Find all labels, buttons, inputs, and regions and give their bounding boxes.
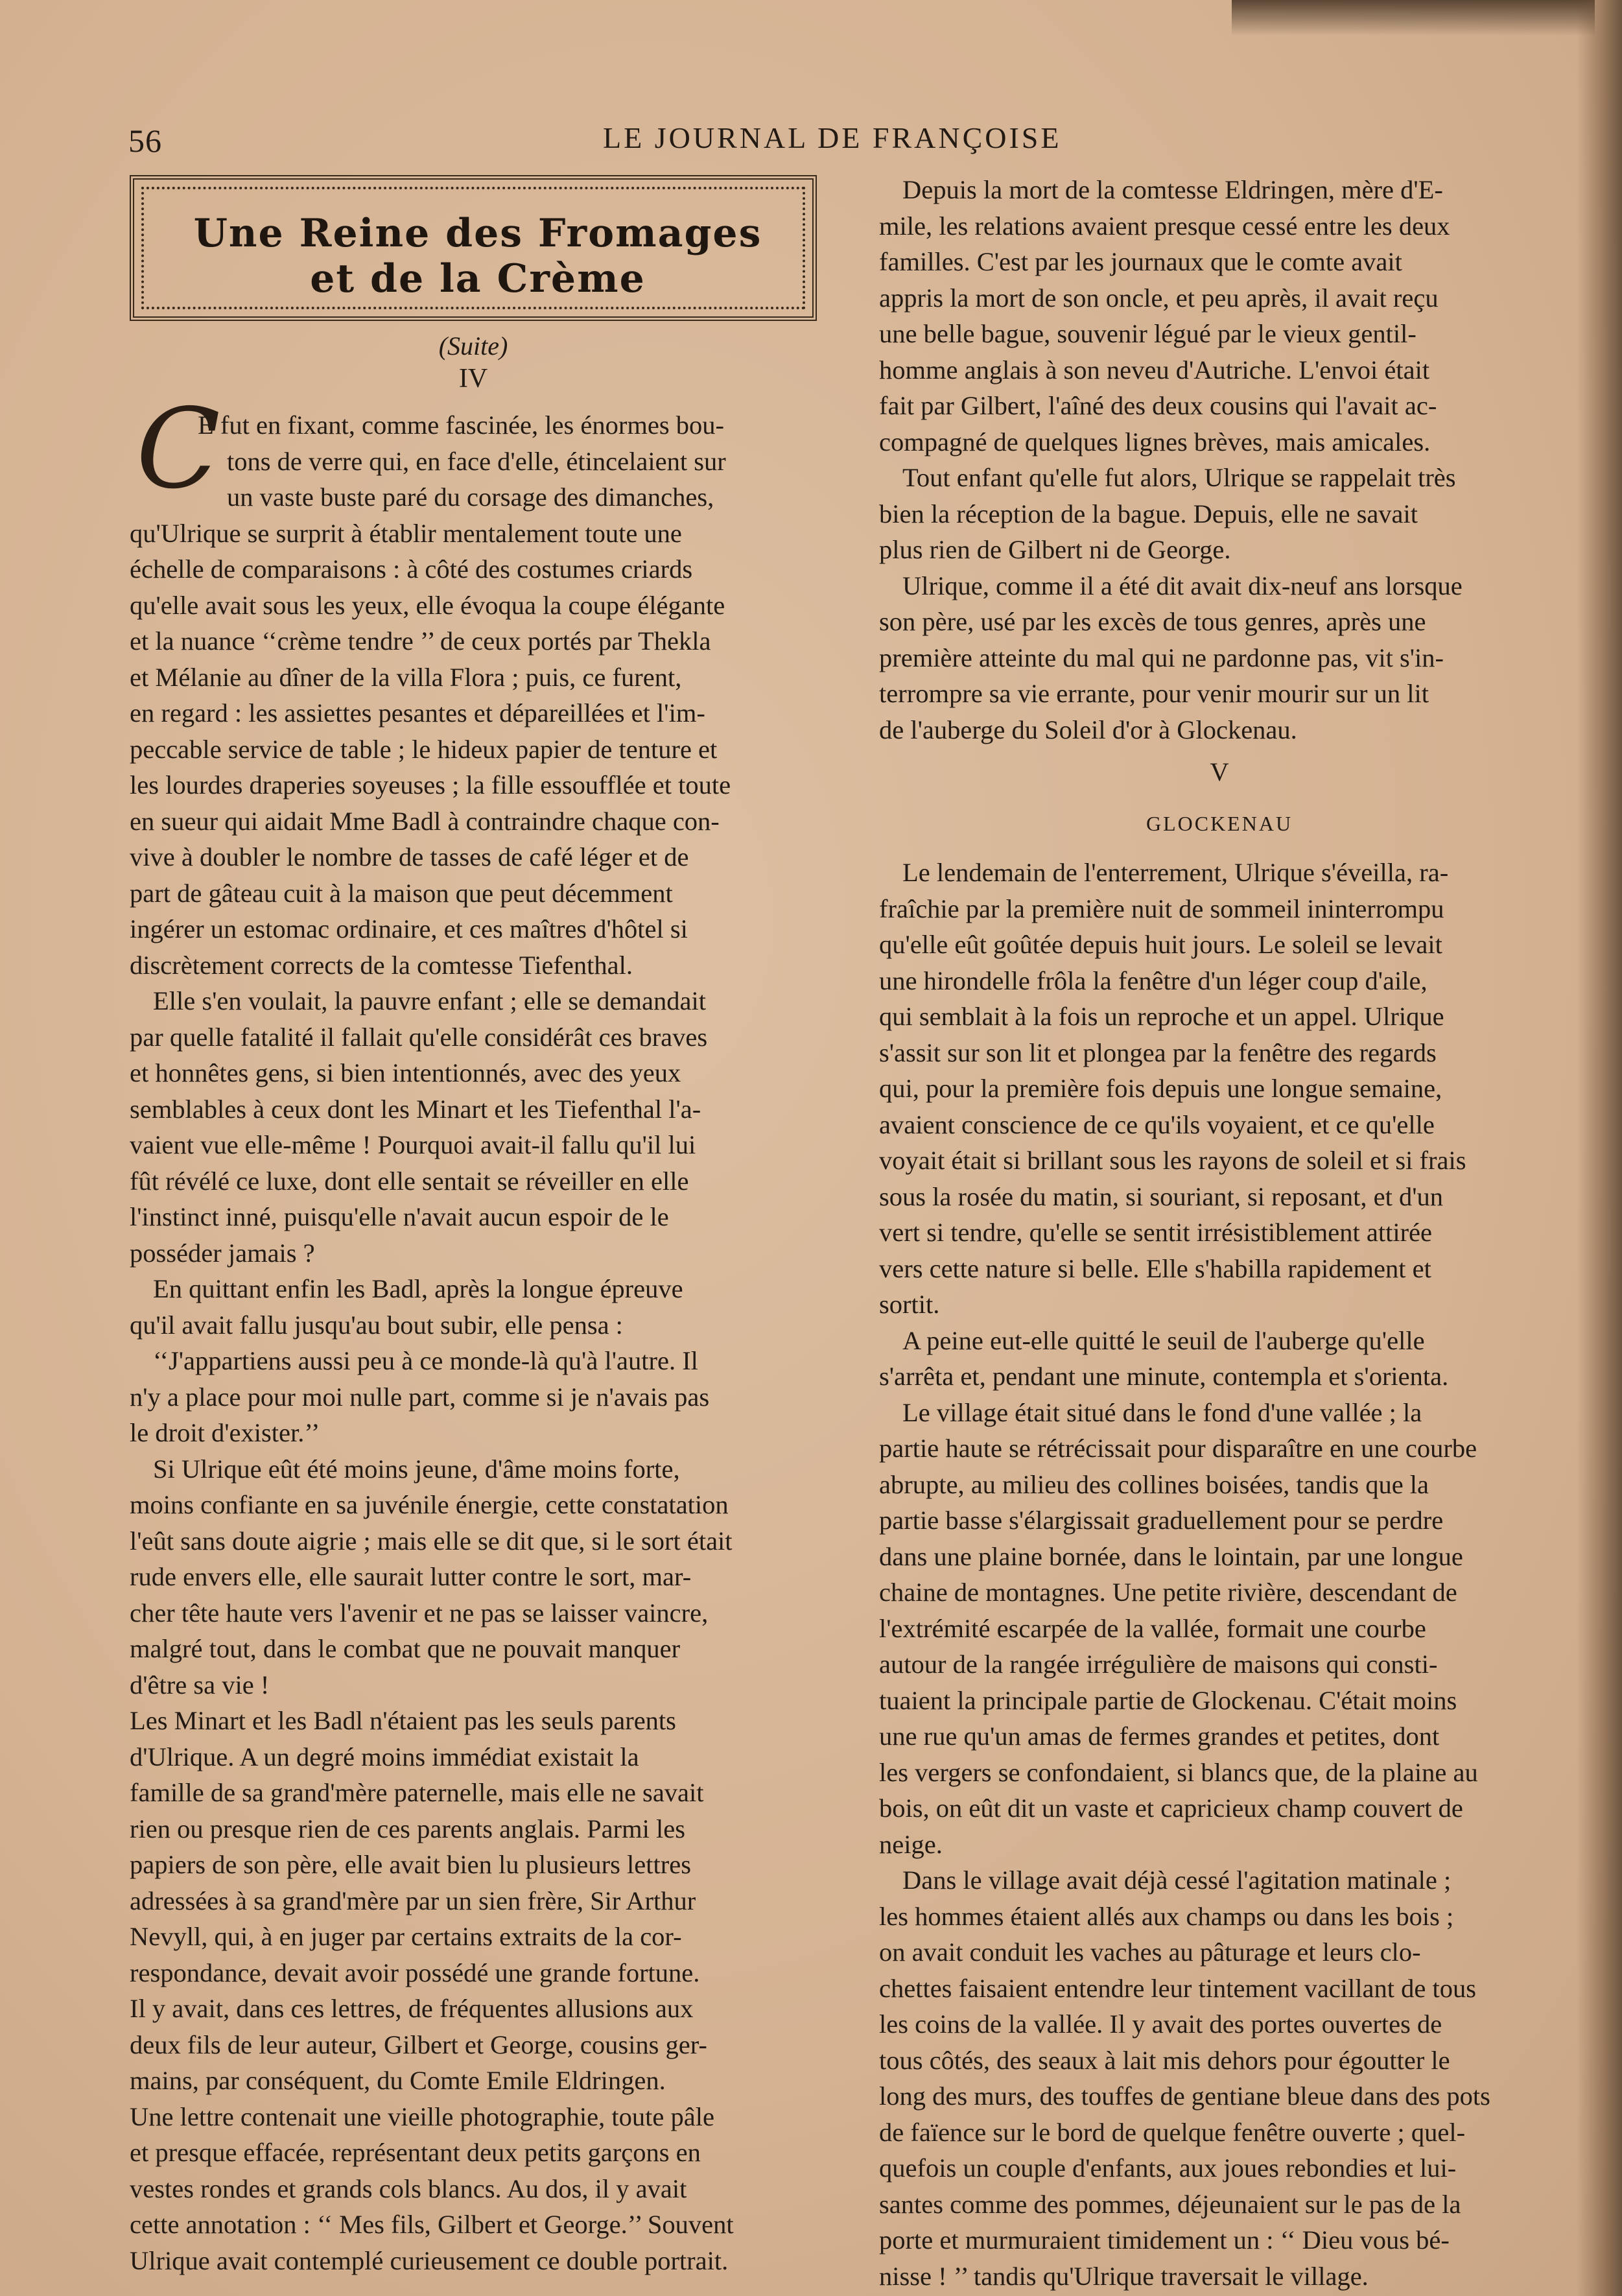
text-line: en sueur qui aidait Mme Badl à contraindre chaque con- — [130, 806, 720, 836]
text-line: mile, les relations avaient presque cessé entre les deux — [879, 211, 1450, 241]
text-line: l'extrémité escarpée de la vallée, formait une courbe — [879, 1613, 1426, 1643]
article-subtitle: (Suite) — [438, 331, 508, 361]
text-line: semblables à ceux dont les Minart et les Tiefenthal l'a- — [130, 1094, 701, 1124]
text-line: d'être sa vie ! — [130, 1670, 270, 1699]
chapter-number-iv: IV — [458, 364, 488, 394]
text-line: bien la réception de la bague. Depuis, elle ne savait — [879, 499, 1418, 528]
text-line: l'instinct inné, puisqu'elle n'avait aucun espoir de le — [130, 1202, 669, 1231]
text-line: ‘‘J'appartiens aussi peu à ce monde-là qu'à l'autre. Il — [153, 1346, 698, 1375]
text-line: Nevyll, qui, à en juger par certains extraits de la cor- — [130, 1922, 682, 1951]
text-line: avaient conscience de ce qu'ils voyaient, et ce qu'elle — [879, 1109, 1435, 1139]
text-line: voyait était si brillant sous les rayons de soleil et si frais — [879, 1146, 1466, 1175]
text-line: par quelle fatalité il fallait qu'elle considérât ces braves — [130, 1022, 708, 1052]
text-line: posséder jamais ? — [130, 1238, 315, 1268]
text-line: nisse ! ’’ tandis qu'Ulrique traversait le village. — [879, 2261, 1369, 2291]
text-line: vaient vue elle-même ! Pourquoi avait-il fallu qu'il lui — [130, 1130, 696, 1159]
text-line: En quittant enfin les Badl, après la longue épreuve — [153, 1274, 683, 1303]
text-line: sous la rosée du matin, si souriant, si reposant, et d'un — [879, 1181, 1444, 1211]
text-line: fait par Gilbert, l'aîné des deux cousins qui l'avait ac- — [879, 391, 1437, 420]
text-line: cette annotation : ‘‘ Mes fils, Gilbert et George.’’ Souvent — [130, 2210, 734, 2239]
text-line: discrètement corrects de la comtesse Tiefenthal. — [130, 950, 633, 980]
text-line: fût révélé ce luxe, dont elle sentait se réveiller en elle — [130, 1166, 689, 1196]
article-title-line-2: et de la Crème — [310, 256, 646, 302]
binding-spine — [1577, 0, 1622, 2296]
text-line: n'y a place pour moi nulle part, comme si je n'avais pas — [130, 1382, 710, 1412]
text-line: tous côtés, des seaux à lait mis dehors pour égoutter le — [879, 2045, 1450, 2075]
text-line: santes comme des pommes, déjeunaient sur le pas de la — [879, 2189, 1461, 2219]
running-head: LE JOURNAL DE FRANÇOISE — [603, 121, 1062, 154]
text-line: Une lettre contenait une vieille photographie, toute pâle — [130, 2101, 714, 2131]
page-number: 56 — [128, 123, 162, 159]
text-line: et la nuance ‘‘crème tendre ’’ de ceux portés par Thekla — [130, 626, 711, 656]
text-line: moins confiante en sa juvénile énergie, cette constatation — [130, 1490, 729, 1519]
text-line: papiers de son père, elle avait bien lu plusieurs lettres — [130, 1850, 691, 1879]
text-line: porte et murmuraient timidement un : ‘‘ Dieu vous bé- — [879, 2225, 1450, 2255]
text-line: Tout enfant qu'elle fut alors, Ulrique se rappelait très — [902, 463, 1456, 492]
text-line: et presque effacée, représentant deux petits garçons en — [130, 2138, 701, 2167]
text-line: familles. C'est par les journaux que le comte avait — [879, 247, 1402, 276]
drop-cap: C — [135, 385, 221, 514]
text-line: Si Ulrique eût été moins jeune, d'âme moins forte, — [153, 1454, 680, 1484]
text-line: famille de sa grand'mère paternelle, mais elle ne savait — [130, 1778, 704, 1807]
section-heading: GLOCKENAU — [1146, 812, 1293, 835]
text-line: Le village était situé dans le fond d'une vallée ; la — [902, 1397, 1422, 1427]
text-line: une rue qu'un amas de fermes grandes et petites, dont — [879, 1722, 1440, 1751]
text-line: une hirondelle frôla la fenêtre d'un léger coup d'aile, — [879, 965, 1428, 995]
text-line: vestes rondes et grands cols blancs. Au dos, il y avait — [130, 2173, 687, 2203]
text-line: dans une plaine bornée, dans le lointain, par une longue — [879, 1541, 1463, 1571]
article-title-frame — [130, 175, 817, 321]
text-line: échelle de comparaisons : à côté des costumes criards — [130, 554, 693, 584]
text-line: part de gâteau cuit à la maison que peut décemment — [130, 878, 673, 908]
text-line: Ulrique, comme il a été dit avait dix-neuf ans lorsque — [902, 571, 1463, 600]
text-line: Ulrique avait contemplé curieusement ce double portrait. — [130, 2245, 729, 2275]
text-line: sortit. — [879, 1290, 940, 1319]
text-line: tons de verre qui, en face d'elle, étincelaient sur — [227, 446, 726, 476]
text-line: de l'auberge du Soleil d'or à Glockenau. — [879, 715, 1297, 744]
text-line: respondance, devait avoir possédé une grande fortune. — [130, 1958, 700, 1987]
text-line: rude envers elle, elle saurait lutter contre le sort, mar- — [130, 1562, 692, 1591]
article-title-line-1: Une Reine des Fromages — [193, 211, 762, 256]
text-line: l'eût sans doute aigrie ; mais elle se dit que, si le sort était — [130, 1526, 733, 1556]
text-line: E fut en fixant, comme fascinée, les énormes bou- — [198, 410, 724, 440]
text-line: abrupte, au milieu des collines boisées, tandis que la — [879, 1469, 1429, 1499]
text-line: une belle bague, souvenir légué par le vieux gentil- — [879, 319, 1416, 348]
text-line: homme anglais à son neveu d'Autriche. L'envoi était — [879, 355, 1430, 385]
text-line: plus rien de Gilbert ni de George. — [879, 535, 1231, 564]
text-line: adressées à sa grand'mère par un sien frère, Sir Arthur — [130, 1886, 696, 1915]
text-line: A peine eut-elle quitté le seuil de l'auberge qu'elle — [902, 1325, 1425, 1355]
text-line: les vergers se confondaient, si blancs que, de la plaine au — [879, 1757, 1478, 1787]
text-line: cher tête haute vers l'avenir et ne pas se laisser vaincre, — [130, 1598, 709, 1627]
text-line: ingérer un estomac ordinaire, et ces maîtres d'hôtel si — [130, 914, 688, 943]
text-line: qui semblait à la fois un reproche et un appel. Ulrique — [879, 1002, 1444, 1031]
text-line: compagné de quelques lignes brèves, mais amicales. — [879, 427, 1431, 456]
text-line: peccable service de table ; le hideux papier de tenture et — [130, 734, 718, 764]
text-line: chettes faisaient entendre leur tintement vacillant de tous — [879, 1973, 1477, 2003]
text-line: malgré tout, dans le combat que ne pouvait manquer — [130, 1634, 681, 1663]
text-line: vive à doubler le nombre de tasses de café léger et de — [130, 842, 689, 871]
text-line: Il y avait, dans ces lettres, de fréquentes allusions aux — [130, 1994, 694, 2023]
text-line: en regard : les assiettes pesantes et dépareillées et l'im- — [130, 698, 705, 728]
text-line: tuaient la principale partie de Glockenau. C'était moins — [879, 1685, 1457, 1715]
text-line: terrompre sa vie errante, pour venir mourir sur un lit — [879, 679, 1429, 708]
text-line: rien ou presque rien de ces parents anglais. Parmi les — [130, 1814, 685, 1843]
text-line: autour de la rangée irrégulière de maisons qui consti- — [879, 1650, 1438, 1679]
text-line: partie haute se rétrécissait pour disparaître en une courbe — [879, 1434, 1477, 1463]
text-line: chaine de montagnes. Une petite rivière, descendant de — [879, 1578, 1457, 1607]
text-line: long des murs, des touffes de gentiane bleue dans des pots — [879, 2081, 1490, 2111]
text-line: d'Ulrique. A un degré moins immédiat existait la — [130, 1742, 639, 1771]
text-line: qu'il avait fallu jusqu'au bout subir, elle pensa : — [130, 1310, 623, 1340]
text-line: Le lendemain de l'enterrement, Ulrique s'éveilla, ra- — [902, 858, 1449, 887]
text-line: Les Minart et les Badl n'étaient pas les seuls parents — [130, 1706, 676, 1735]
text-line: le droit d'exister.’’ — [130, 1418, 320, 1447]
text-line: Depuis la mort de la comtesse Eldringen, mère d'E- — [902, 175, 1443, 204]
text-line: vert si tendre, qu'elle se sentit irrésistiblement attirée — [879, 1218, 1433, 1247]
text-line: deux fils de leur auteur, Gilbert et George, cousins ger- — [130, 2030, 707, 2059]
text-line: les hommes étaient allés aux champs ou dans les bois ; — [879, 1901, 1454, 1931]
text-line: les lourdes draperies soyeuses ; la fille essoufflée et toute — [130, 770, 731, 799]
text-line: les coins de la vallée. Il y avait des portes ouvertes de — [879, 2009, 1442, 2039]
text-line: qu'elle avait sous les yeux, elle évoqua la coupe élégante — [130, 590, 725, 620]
text-line: un vaste buste paré du corsage des dimanches, — [227, 482, 714, 512]
text-line: et Mélanie au dîner de la villa Flora ; puis, ce furent, — [130, 662, 682, 692]
text-line: neige. — [879, 1829, 943, 1859]
text-line: fraîchie par la première nuit de sommeil ininterrompu — [879, 894, 1444, 923]
text-line: s'assit sur son lit et plongea par la fenêtre des regards — [879, 1037, 1437, 1067]
text-line: de faïence sur le bord de quelque fenêtre ouverte ; quel- — [879, 2117, 1466, 2147]
book-edge-shadow — [1232, 0, 1595, 36]
text-line: qui, pour la première fois depuis une longue semaine, — [879, 1074, 1442, 1103]
text-line: appris la mort de son oncle, et peu après, il avait reçu — [879, 283, 1439, 313]
text-line: partie basse s'élargissait graduellement pour se perdre — [879, 1506, 1444, 1535]
text-line: Dans le village avait déjà cessé l'agitation matinale ; — [902, 1865, 1452, 1895]
text-line: première atteinte du mal qui ne pardonne pas, vit s'in- — [879, 643, 1444, 672]
text-line: on avait conduit les vaches au pâturage et leurs clo- — [879, 1937, 1421, 1967]
text-line: Elle s'en voulait, la pauvre enfant ; elle se demandait — [153, 986, 706, 1015]
text-line: et honnêtes gens, si bien intentionnés, avec des yeux — [130, 1058, 681, 1087]
chapter-number-v: V — [1210, 757, 1229, 787]
text-line: mains, par conséquent, du Comte Emile Eldringen. — [130, 2066, 666, 2095]
text-line: qu'Ulrique se surprit à établir mentalement toute une — [130, 518, 682, 548]
text-line: bois, on eût dit un vaste et capricieux champ couvert de — [879, 1793, 1463, 1823]
text-line: s'arrêta et, pendant une minute, contempla et s'orienta. — [879, 1362, 1449, 1391]
text-line: vers cette nature si belle. Elle s'habilla rapidement et — [879, 1253, 1431, 1283]
text-line: qu'elle eût goûtée depuis huit jours. Le soleil se levait — [879, 930, 1442, 959]
text-line: son père, usé par les excès de tous genres, après une — [879, 607, 1426, 636]
text-line: quefois un couple d'enfants, aux joues rebondies et lui- — [879, 2153, 1457, 2183]
